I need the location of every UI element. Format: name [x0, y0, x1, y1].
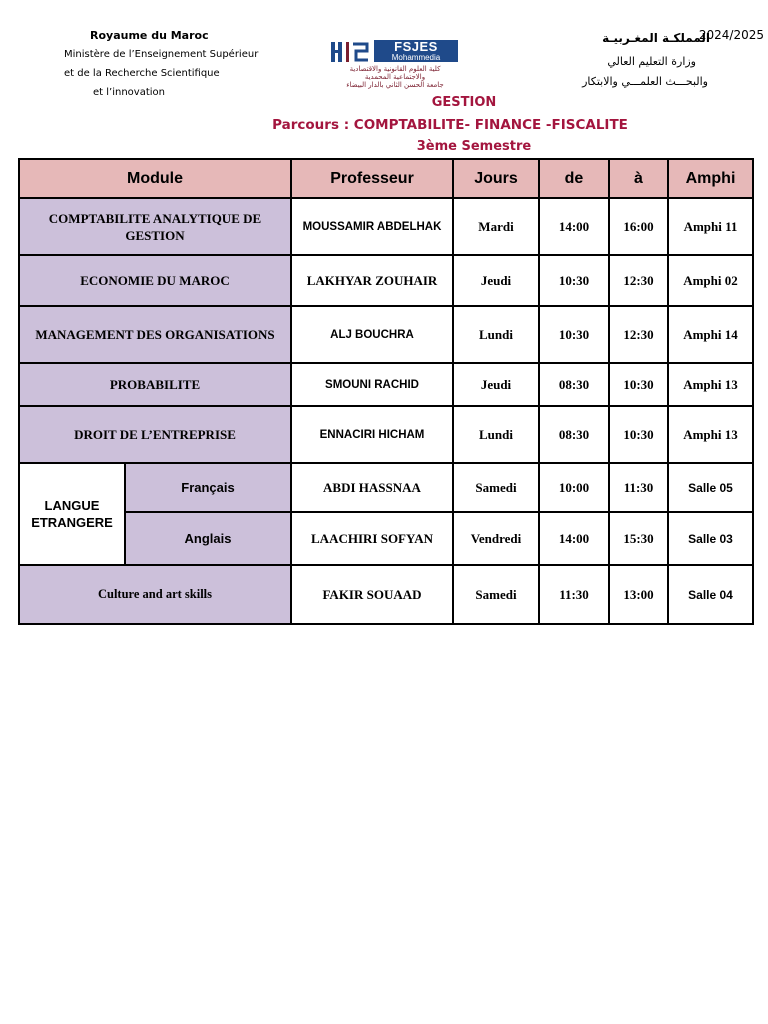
schedule-titles — [0, 92, 768, 158]
start-time-cell: 14:00 — [539, 198, 609, 255]
langue-anglais-cell: Anglais — [125, 512, 291, 565]
table-row — [19, 363, 753, 406]
jour-cell: Lundi — [453, 306, 539, 363]
professeur-cell: ENNACIRI HICHAM — [291, 406, 453, 463]
ministry-header-right — [498, 28, 708, 92]
jour-cell: Mardi — [453, 198, 539, 255]
salle-cell: Salle 03 — [668, 512, 753, 565]
langue-francais-cell: Français — [125, 463, 291, 512]
jour-cell: Samedi — [453, 565, 539, 624]
country-name: Royaume du Maroc — [90, 29, 209, 42]
ministry-header-left — [58, 26, 278, 102]
faculty-arabic-line-2: والاجتماعية المحمدية — [364, 73, 426, 81]
table-row — [19, 198, 753, 255]
kingdom-arabic: المملكـة المغـربيـة — [602, 31, 710, 45]
start-time-cell: 14:00 — [539, 512, 609, 565]
jour-cell: Jeudi — [453, 255, 539, 306]
faculty-arabic-name — [330, 65, 460, 89]
end-time-cell: 13:00 — [609, 565, 668, 624]
jour-cell: Samedi — [453, 463, 539, 512]
start-time-cell: 10:30 — [539, 255, 609, 306]
fsjes-badge — [374, 40, 458, 62]
table-header-row — [19, 159, 753, 198]
fsjes-logo — [330, 38, 460, 94]
end-time-cell: 12:30 — [609, 255, 668, 306]
start-time-cell: 10:30 — [539, 306, 609, 363]
academic-year: 2024/2025 — [698, 28, 764, 42]
table-row — [19, 565, 753, 624]
table-row — [19, 512, 753, 565]
faculty-arabic-line-1: كلية العلوم القانونية والاقتصادية — [349, 65, 441, 73]
table-row — [19, 255, 753, 306]
langue-etrangere-cell: LANGUE ETRANGERE — [19, 463, 125, 565]
professeur-cell: FAKIR SOUAAD — [291, 565, 453, 624]
module-cell: COMPTABILITE ANALYTIQUE DE GESTION — [19, 198, 291, 255]
salle-cell: Salle 05 — [668, 463, 753, 512]
ministry-arabic-line-2: والبحـــث العلمـــي والابتكار — [582, 75, 708, 88]
header-de: de — [539, 159, 609, 198]
header-professeur: Professeur — [291, 159, 453, 198]
table-row — [19, 406, 753, 463]
module-cell: Culture and art skills — [19, 565, 291, 624]
amphi-cell: Amphi 13 — [668, 363, 753, 406]
table-row — [19, 463, 753, 512]
professeur-cell: MOUSSAMIR ABDELHAK — [291, 198, 453, 255]
professeur-cell: LAKHYAR ZOUHAIR — [291, 255, 453, 306]
amphi-cell: Amphi 02 — [668, 255, 753, 306]
amphi-cell: Amphi 13 — [668, 406, 753, 463]
module-cell: ECONOMIE DU MAROC — [19, 255, 291, 306]
jour-cell: Jeudi — [453, 363, 539, 406]
fsjes-city: Mohammedia — [391, 53, 441, 62]
end-time-cell: 16:00 — [609, 198, 668, 255]
module-cell: PROBABILITE — [19, 363, 291, 406]
end-time-cell: 15:30 — [609, 512, 668, 565]
schedule-table — [18, 158, 754, 625]
ministry-line-3: et l’innovation — [93, 87, 165, 98]
ministry-line-1: Ministère de l’Enseignement Supérieur — [64, 49, 259, 60]
start-time-cell: 11:30 — [539, 565, 609, 624]
end-time-cell: 10:30 — [609, 406, 668, 463]
professeur-cell: ALJ BOUCHRA — [291, 306, 453, 363]
salle-cell: Salle 04 — [668, 565, 753, 624]
professeur-cell: LAACHIRI SOFYAN — [291, 512, 453, 565]
module-cell: DROIT DE L’ENTREPRISE — [19, 406, 291, 463]
amphi-cell: Amphi 14 — [668, 306, 753, 363]
amphi-cell: Amphi 11 — [668, 198, 753, 255]
start-time-cell: 08:30 — [539, 363, 609, 406]
end-time-cell: 12:30 — [609, 306, 668, 363]
ministry-line-2: et de la Recherche Scientifique — [64, 68, 220, 79]
jour-cell: Lundi — [453, 406, 539, 463]
fsjes-name: FSJES — [394, 39, 438, 54]
professeur-cell: ABDI HASSNAA — [291, 463, 453, 512]
header-module: Module — [19, 159, 291, 198]
header-a: à — [609, 159, 668, 198]
jour-cell: Vendredi — [453, 512, 539, 565]
header-jours: Jours — [453, 159, 539, 198]
university-emblem-icon — [330, 40, 372, 64]
faculty-arabic-line-3: جامعة الحسن الثاني بالدار البيضاء — [346, 81, 444, 89]
semestre-title: 3ème Semestre — [416, 139, 532, 154]
ministry-arabic-line-1: وزارة التعليم العالي — [607, 55, 696, 68]
department-title: GESTION — [431, 95, 497, 110]
start-time-cell: 10:00 — [539, 463, 609, 512]
parcours-title: Parcours : COMPTABILITE- FINANCE -FISCALITE — [272, 117, 628, 133]
table-row — [19, 306, 753, 363]
end-time-cell: 11:30 — [609, 463, 668, 512]
professeur-cell: SMOUNI RACHID — [291, 363, 453, 406]
end-time-cell: 10:30 — [609, 363, 668, 406]
header-amphi: Amphi — [668, 159, 753, 198]
start-time-cell: 08:30 — [539, 406, 609, 463]
module-cell: MANAGEMENT DES ORGANISATIONS — [19, 306, 291, 363]
